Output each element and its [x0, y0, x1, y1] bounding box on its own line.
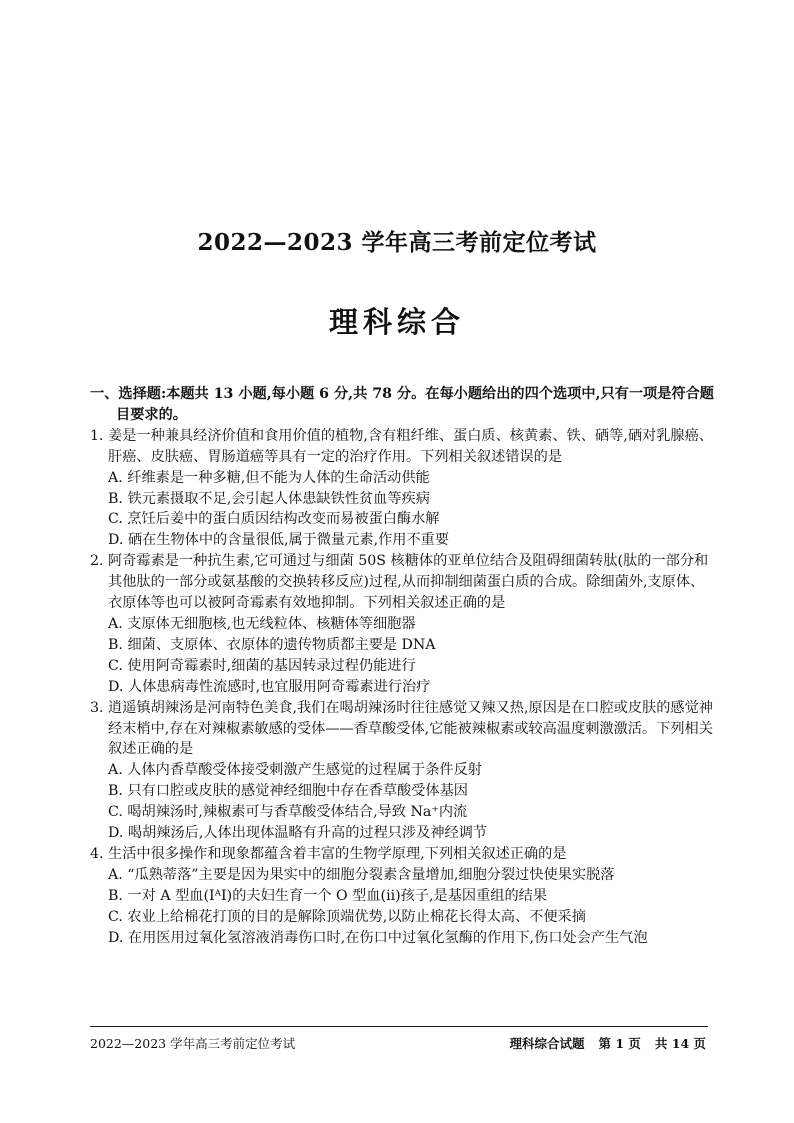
- footer-paper-name: 理科综合试题: [509, 1036, 585, 1051]
- option-a: A. 纤维素是一种多糖,但不能为人体的生命活动供能: [108, 469, 430, 486]
- question-3: [90, 698, 715, 844]
- question-stem: 2. 阿奇霉素是一种抗生素,它可通过与细菌 50S 核糖体的亚单位结合及阻碍细菌转肽(肽的一部分和其他肽的一部分或氨基酸的交换转移反应)过程,从而抑制细菌蛋白质的合成。除细菌外,支原体、衣原体等也可以被阿奇霉素有效地抑制。下列相关叙述正确的是: [90, 553, 709, 612]
- question-2: [90, 551, 715, 697]
- option-d: D. 在用医用过氧化氢溶液消毒伤口时,在伤口中过氧化氢酶的作用下,伤口处会产生气泡: [108, 929, 648, 946]
- option-b: B. 只有口腔或皮肤的感觉神经细胞中存在香草酸受体基因: [108, 783, 468, 800]
- question-stem: 3. 逍遥镇胡辣汤是河南特色美食,我们在喝胡辣汤时往往感觉又辣又热,原因是在口腔或皮肤的感觉神经末梢中,存在对辣椒素敏感的受体——香草酸受体,它能被辣椒素或较高温度刺激激活。下列相关叙述正确的是: [90, 699, 713, 758]
- question-4: [90, 844, 715, 949]
- footer-exam-title: 2022—2023 学年高三考前定位考试: [90, 1036, 296, 1051]
- content: [90, 384, 715, 948]
- question-1: [90, 426, 715, 551]
- option-d: D. 喝胡辣汤后,人体出现体温略有升高的过程只涉及神经调节: [108, 825, 488, 842]
- option-c: C. 烹饪后姜中的蛋白质因结构改变而易被蛋白酶水解: [108, 511, 440, 528]
- section-heading: 一、选择题:本题共 13 小题,每小题 6 分,共 78 分。在每小题给出的四个选项中,只有一项是符合题目要求的。: [90, 386, 714, 423]
- option-d: D. 人体患病毒性流感时,也宜服用阿奇霉素进行治疗: [108, 678, 431, 695]
- footer-page-number: 第 1 页: [598, 1036, 641, 1051]
- option-a: A. 人体内香草酸受体接受刺激产生感觉的过程属于条件反射: [108, 762, 482, 779]
- option-c: C. 农业上给棉花打顶的目的是解除顶端优势,以防止棉花长得太高、不便采摘: [108, 908, 586, 925]
- question-stem: 4. 生活中很多操作和现象都蕴含着丰富的生物学原理,下列相关叙述正确的是: [90, 845, 567, 862]
- option-b: B. 一对 A 型血(IᴬI)的夫妇生育一个 O 型血(ii)孩子,是基因重组的结果: [108, 887, 548, 904]
- exam-title: 2022—2023 学年高三考前定位考试: [197, 229, 597, 256]
- footer-page-info: [509, 1034, 706, 1052]
- option-b: B. 铁元素摄取不足,会引起人体患缺铁性贫血等疾病: [108, 490, 430, 507]
- option-c: C. 喝胡辣汤时,辣椒素可与香草酸受体结合,导致 Na⁺内流: [108, 804, 468, 821]
- option-a: A. “瓜熟蒂落”主要是因为果实中的细胞分裂素含量增加,细胞分裂过快使果实脱落: [108, 866, 615, 883]
- footer-total-pages: 共 14 页: [654, 1036, 706, 1051]
- option-b: B. 细菌、支原体、衣原体的遗传物质都主要是 DNA: [108, 636, 436, 653]
- option-c: C. 使用阿奇霉素时,细菌的基因转录过程仍能进行: [108, 657, 416, 674]
- question-stem: 1. 姜是一种兼具经济价值和食用价值的植物,含有粗纤维、蛋白质、核黄素、铁、硒等,硒对乳腺癌、肝癌、皮肤癌、胃肠道癌等具有一定的治疗作用。下列相关叙述错误的是: [90, 427, 713, 465]
- subject-title: 理科综合: [328, 305, 465, 339]
- option-a: A. 支原体无细胞核,也无线粒体、核糖体等细胞器: [108, 615, 416, 632]
- option-d: D. 硒在生物体中的含量很低,属于微量元素,作用不重要: [108, 532, 450, 549]
- footer-divider: [90, 1026, 708, 1027]
